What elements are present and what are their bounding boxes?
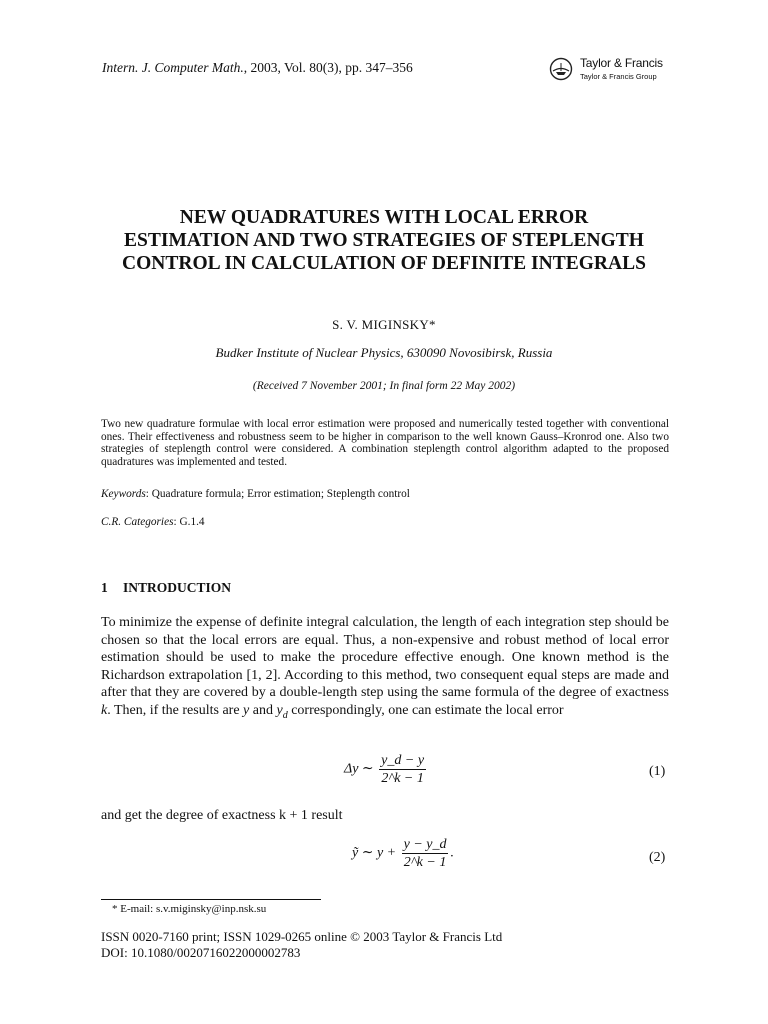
symbol-k: k: [101, 702, 108, 718]
intro-text-3: correspondingly, one can estimate the local error: [287, 702, 564, 718]
section-title: INTRODUCTION: [123, 580, 232, 595]
eq2-fraction: [402, 836, 449, 871]
keywords-value: : Quadrature formula; Error estimation; Steplength control: [145, 488, 410, 500]
eq2-numerator: y − y_d: [403, 837, 447, 852]
intro-and: and: [249, 702, 277, 718]
keywords-label: Keywords: [101, 488, 146, 500]
intro-text-1: To minimize the expense of definite integral calculation, the length of each integration step should be chosen so that the local errors are equal. Thus, a non-expensive and robust method of local error estimation should be used to make the procedure effective enough. One known method is the Richardson extrapolation [1, 2]. According to this method, two consequent equal steps are made and after that they are covered by a double-length step using the same formula of the degree of exactness: [101, 615, 669, 700]
eq1-numerator: y_d − y: [381, 753, 425, 768]
publisher-name: Taylor & Francis: [580, 56, 663, 70]
intro-text-2: . Then, if the results are: [107, 702, 244, 718]
section-number: 1: [101, 580, 108, 595]
publisher-logo: [549, 55, 679, 85]
paper-title: NEW QUADRATURES WITH LOCAL ERROR ESTIMATION AND TWO STRATEGIES OF STEPLENGTH CONTROL IN CALCULATION OF DEFINITE INTEGRALS: [122, 207, 646, 274]
footnote-divider: [101, 899, 321, 900]
symbol-yd-base: y: [276, 702, 283, 718]
issn-line: ISSN 0020-7160 print; ISSN 1029-0265 online © 2003 Taylor & Francis Ltd: [101, 929, 503, 944]
equation-2: [352, 836, 454, 871]
eq2-lhs: ỹ ∼ y +: [352, 845, 400, 861]
keywords: [101, 488, 410, 500]
affiliation: Budker Institute of Nuclear Physics, 630090 Novosibirsk, Russia: [215, 345, 553, 360]
journal-name: Intern. J. Computer Math.: [102, 60, 244, 75]
symbol-y: y: [243, 702, 250, 718]
eq1-lhs: Δy ∼: [344, 761, 378, 777]
taylor-francis-logo-icon: [549, 57, 573, 81]
publisher-group: Taylor & Francis Group: [580, 72, 657, 81]
symbol-yd: [276, 702, 288, 721]
equation-2-number: (2): [649, 850, 666, 865]
issn-block: [101, 929, 502, 961]
categories: [101, 516, 205, 528]
section-heading: [101, 580, 231, 596]
received-dates: (Received 7 November 2001; In final form 22 May 2002): [252, 380, 516, 392]
doi-line: DOI: 10.1080/0020716022000002783: [101, 945, 301, 960]
eq1-fraction: [379, 752, 426, 787]
author: S. V. MIGINSKY*: [332, 317, 436, 332]
footnote: * E-mail: s.v.miginsky@inp.nsk.su: [112, 903, 267, 915]
journal-details: , 2003, Vol. 80(3), pp. 347–356: [243, 60, 413, 75]
eq1-denominator: 2^k − 1: [381, 771, 424, 786]
intro-paragraph: [101, 614, 669, 724]
equation-bridge-text: and get the degree of exactness k + 1 result: [101, 808, 343, 823]
categories-label: C.R. Categories: [101, 516, 174, 528]
eq2-period: .: [450, 845, 454, 861]
categories-value: : G.1.4: [173, 516, 205, 528]
symbol-yd-sub: d: [282, 709, 288, 721]
abstract: Two new quadrature formulae with local error estimation were proposed and numerically tested together with conventional ones. Their effectiveness and robustness seem to be higher in comparison to the well known Gauss–Kronrod one. Also two strategies of steplength control were considered. A combination steplength control algorithm adapted to the proposed quadratures was implemented and tested.: [101, 418, 669, 469]
eq2-denominator: 2^k − 1: [403, 855, 447, 870]
journal-header: [102, 60, 413, 76]
equation-1-number: (1): [649, 764, 666, 779]
equation-1: [344, 752, 428, 787]
